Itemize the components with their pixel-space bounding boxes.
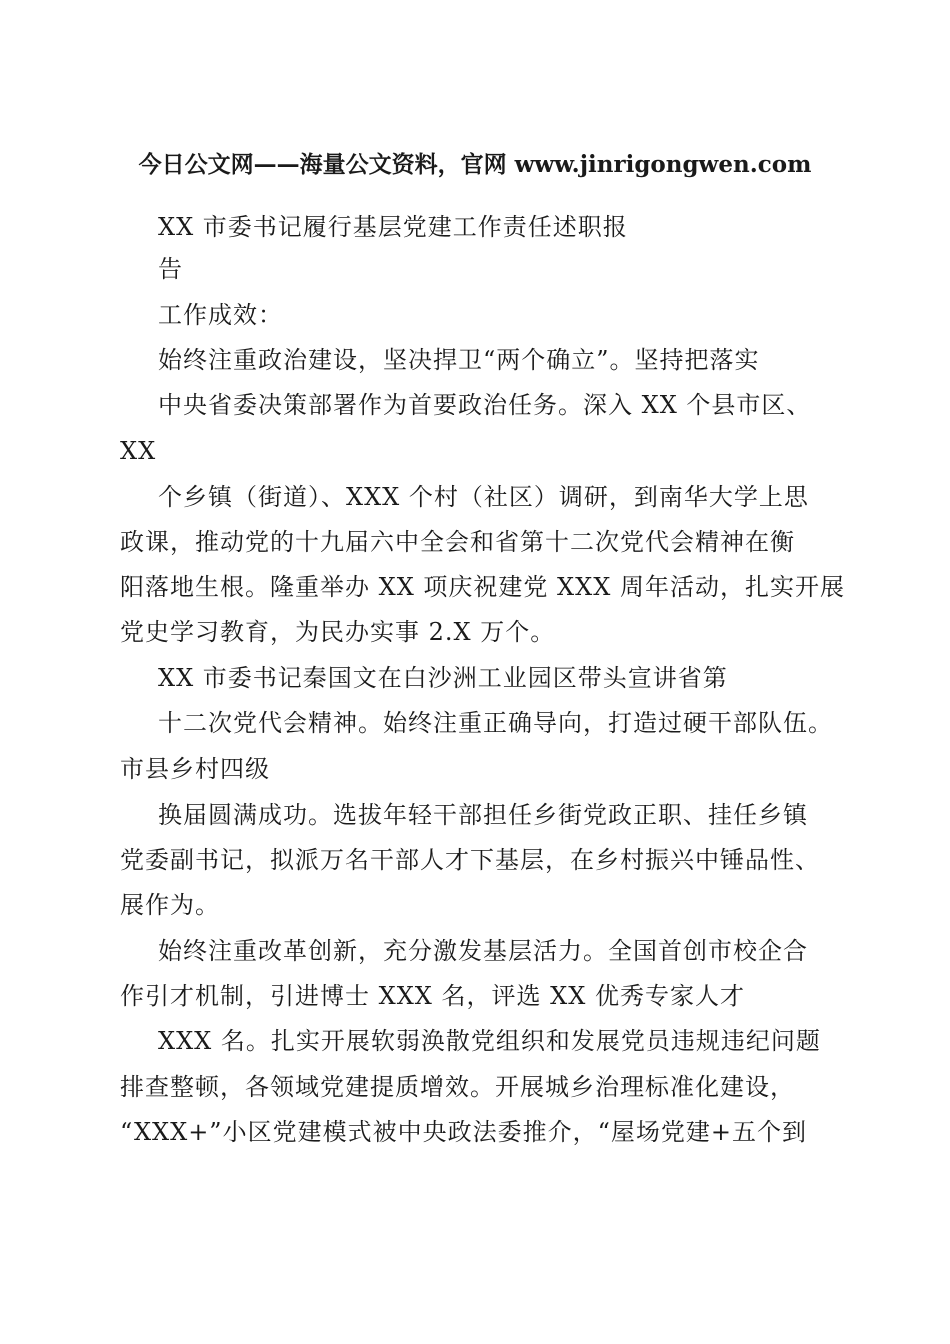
paragraph-line: 个乡镇（街道）、XXX 个村（社区）调研，到南华大学上思: [158, 483, 809, 511]
paragraph-line: XXX 名。扎实开展软弱涣散党组织和发展党员违规违纪问题: [158, 1027, 821, 1055]
paragraph-line: 作引才机制，引进博士 XXX 名，评选 XX 优秀专家人才: [120, 982, 745, 1010]
report-title-line-1: XX 市委书记履行基层党建工作责任述职报: [158, 213, 628, 241]
paragraph-line: 政课，推动党的十九届六中全会和省第十二次党代会精神在衡: [120, 528, 795, 556]
site-header-banner: 今日公文网——海量公文资料，官网 www.jinrigongwen.com: [138, 151, 812, 178]
paragraph-line: XX: [120, 437, 157, 465]
paragraph-line: 中央省委决策部署作为首要政治任务。深入 XX 个县市区、: [158, 391, 812, 419]
paragraph-line: 市县乡村四级: [120, 755, 270, 783]
paragraph-line: 十二次党代会精神。始终注重正确导向，打造过硬干部队伍。: [158, 709, 833, 737]
paragraph-line: XX 市委书记秦国文在白沙洲工业园区带头宣讲省第: [158, 664, 728, 692]
report-title-line-2: 告: [158, 255, 183, 283]
paragraph-line: 排查整顿，各领域党建提质增效。开展城乡治理标准化建设，: [120, 1073, 795, 1101]
paragraph-line: 换届圆满成功。选拔年轻干部担任乡街党政正职、挂任乡镇: [158, 801, 808, 829]
section-heading: 工作成效：: [158, 301, 283, 329]
paragraph-line: “XXX+”小区党建模式被中央政法委推介，“屋场党建+五个到: [120, 1118, 807, 1146]
paragraph-line: 阳落地生根。隆重举办 XX 项庆祝建党 XXX 周年活动，扎实开展: [120, 573, 845, 601]
paragraph-line: 始终注重改革创新，充分激发基层活力。全国首创市校企合: [158, 937, 808, 965]
paragraph-line: 始终注重政治建设，坚决捍卫“两个确立”。坚持把落实: [158, 346, 760, 374]
paragraph-line: 党史学习教育，为民办实事 2.X 万个。: [120, 618, 556, 646]
paragraph-line: 党委副书记，拟派万名干部人才下基层，在乡村振兴中锤品性、: [120, 846, 820, 874]
paragraph-line: 展作为。: [120, 891, 220, 919]
